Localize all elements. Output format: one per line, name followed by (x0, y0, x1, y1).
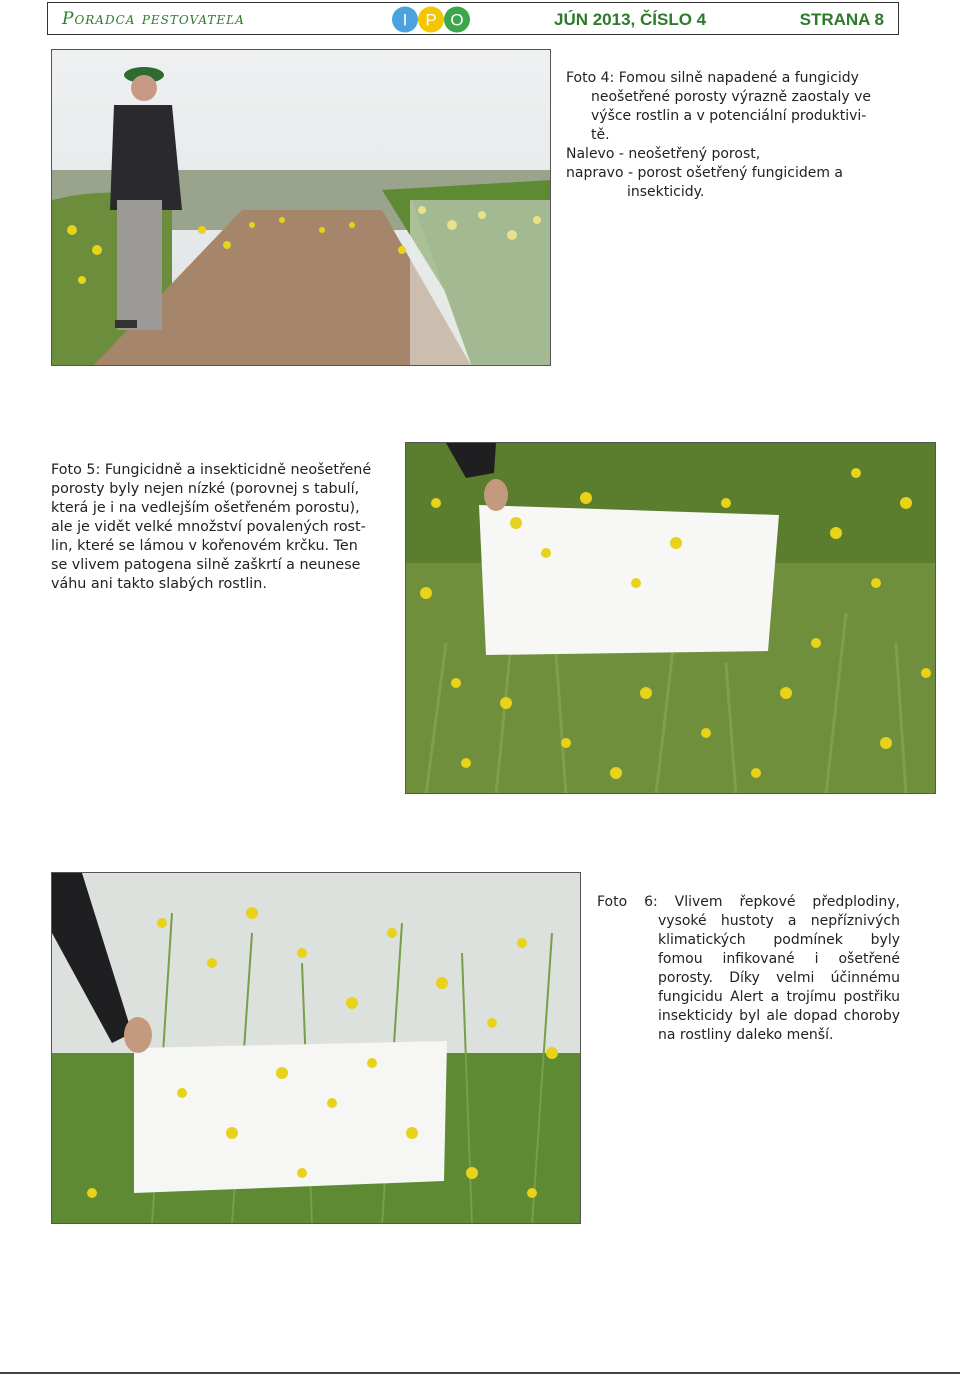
caption-line: tě. (591, 127, 610, 143)
photo-5-untreated-crop (405, 442, 936, 794)
caption-line: která je i na vedlejším ošetřeném porostu), (51, 500, 360, 516)
caption-line: napravo - porost ošetřený fungicidem a (566, 165, 844, 181)
caption-line: se vlivem patogena silně zaškrtí a neunese (51, 557, 361, 573)
logo-letter-i: I (402, 10, 408, 30)
photo-5-caption (51, 461, 396, 594)
caption-line: Foto 4: Fomou silně napadené a fungicidy (566, 70, 859, 86)
photo-6-image (52, 873, 581, 1224)
page-header (47, 2, 899, 35)
caption-line: insekticidy. (627, 184, 705, 200)
caption-line: váhu ani takto slabých rostlin. (51, 576, 267, 592)
logo-letter-o: O (450, 10, 464, 30)
caption-text: Foto 6: Vlivem řepkové předplodiny, vysoké hustoty a nepříznivých klimatických podmínek byly fomou infikované i ošetřené porosty. Díky velmi účinnému fungicidu Alert a trojímu postřiku insekticidy byl ale dopad choroby na rostliny daleko menší. (597, 894, 900, 1043)
caption-line: neošetřené porosty výrazně zaostaly ve (591, 89, 871, 105)
photo-5-image (406, 443, 936, 794)
caption-line: Foto 5: Fungicidně a insekticidně neošetřené (51, 462, 372, 478)
photo-6-caption (597, 893, 900, 1045)
ipo-logo (388, 6, 478, 33)
caption-line: Nalevo - neošetřený porost, (566, 146, 761, 162)
page-bottom-rule (0, 1372, 960, 1374)
caption-line: ale je vidět velké množství povalených rost- (51, 519, 366, 535)
caption-line: lin, které se lámou v kořenovém krčku. Ten (51, 538, 358, 554)
logo-letter-p: P (425, 10, 437, 30)
caption-line: výšce rostlin a v potenciální produktivi- (591, 108, 867, 124)
page-number: STRANA 8 (799, 10, 884, 29)
photo-4-field-comparison (51, 49, 551, 366)
photo-4-caption (566, 69, 896, 202)
newsletter-title: Poradca pestovateľa (62, 9, 245, 29)
photo-6-treated-crop (51, 872, 581, 1224)
issue-label: JÚN 2013, ČÍSLO 4 (554, 10, 707, 29)
photo-4-image (52, 50, 551, 366)
caption-line: porosty byly nejen nízké (porovnej s tabulí, (51, 481, 360, 497)
